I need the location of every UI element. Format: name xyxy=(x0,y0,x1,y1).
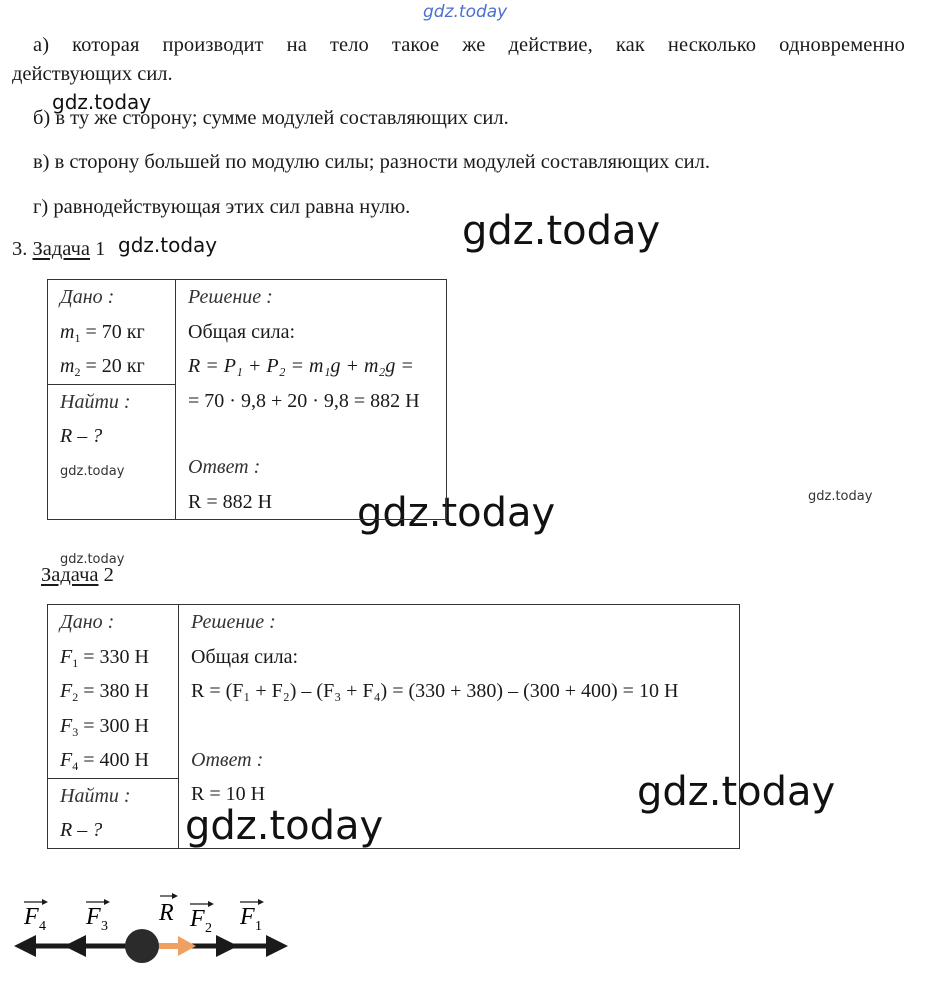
task2-given-label: Дано : xyxy=(60,611,115,633)
label-r xyxy=(158,893,178,926)
task2-heading xyxy=(41,564,114,587)
task2-given-2: $F_2 = 380$ Н xyxy=(60,680,149,704)
label-f2-sub: 2 xyxy=(205,921,212,936)
task2-solution-label: Решение : xyxy=(191,611,276,633)
section-number: 3. xyxy=(12,238,28,260)
task1-find-cell xyxy=(48,384,176,520)
watermark-top: gdz.today xyxy=(423,2,508,22)
task1-given-label: Дано : xyxy=(60,286,115,308)
task2-answer-label: Ответ : xyxy=(191,748,264,771)
task1-given-2: $m_2 = 20$ кг xyxy=(60,355,145,379)
task2-find-label: Найти : xyxy=(60,784,131,807)
label-f3-symbol: F xyxy=(86,904,101,930)
task2-title: Задача xyxy=(41,564,99,586)
task2-given-1: $F_1 = 330$ Н xyxy=(60,645,149,670)
task1-formula-1: R = P₁ + P₂ = m₁g + m₂g = xyxy=(188,355,414,377)
task2-given-3: $F_3 = 300$ Н xyxy=(60,714,149,739)
task1-solution-label: Решение : xyxy=(188,286,273,308)
label-f3 xyxy=(85,899,110,934)
answer-a-line2: действующих сил. xyxy=(12,63,173,85)
label-f4 xyxy=(23,899,48,934)
task2-given-4: $F_4 = 400$ Н xyxy=(60,749,149,773)
watermark-5: gdz.today xyxy=(808,489,873,504)
label-f2-symbol: F xyxy=(190,906,205,932)
task1-given-1: $m_1 = 70$ кг xyxy=(60,320,145,345)
task1-answer-label: Ответ : xyxy=(188,456,261,478)
arrowhead-f2 xyxy=(216,935,238,957)
task1-answer: R = 882 Н xyxy=(188,490,273,513)
answer-b: б) в ту же сторону; сумме модулей составляющих сил. xyxy=(33,107,509,129)
label-f4-symbol: F xyxy=(24,904,39,930)
task1-table xyxy=(47,279,447,520)
body-point xyxy=(125,929,159,963)
watermark-3: gdz.today xyxy=(118,233,218,257)
watermark-9: gdz.today xyxy=(185,803,384,849)
task1-given-cell xyxy=(48,280,176,385)
task1-title: Задача xyxy=(32,238,90,260)
answer-v: в) в сторону большей по модулю силы; разности модулей составляющих сил. xyxy=(33,151,710,173)
watermark-2: gdz.today xyxy=(462,208,661,254)
watermark-1: gdz.today xyxy=(52,90,152,114)
task2-answer: R = 10 Н xyxy=(191,783,266,805)
watermark-4: gdz.today xyxy=(60,464,125,479)
task2-formula: R = (F₁ + F₂) – (F₃ + F₄) = (330 + 380) – (300 + 400) = 10 Н xyxy=(191,680,679,702)
task2-find-cell xyxy=(48,778,179,848)
task1-solution-cell xyxy=(176,280,447,520)
task2-solution-intro: Общая сила: xyxy=(191,645,299,668)
arrowhead-f3 xyxy=(64,935,86,957)
task2-find: R – ? xyxy=(60,819,103,841)
label-f4-sub: 4 xyxy=(39,919,46,934)
watermark-8: gdz.today xyxy=(637,769,836,815)
label-f2 xyxy=(189,901,214,936)
label-r-symbol: R xyxy=(159,900,174,926)
arrowhead-f4 xyxy=(14,935,36,957)
label-f1 xyxy=(239,899,264,934)
task1-heading xyxy=(12,238,105,261)
task1-find: R – ? xyxy=(60,425,103,447)
task2-solution-cell xyxy=(179,605,740,849)
label-f3-sub: 3 xyxy=(101,919,108,934)
watermark-6: gdz.today xyxy=(357,490,556,536)
label-f1-symbol: F xyxy=(240,904,255,930)
force-diagram xyxy=(8,890,308,990)
task2-given-cell xyxy=(48,605,179,779)
task1-formula-2: = 70 · 9,8 + 20 · 9,8 = 882 Н xyxy=(188,389,420,412)
arrowhead-f1 xyxy=(266,935,288,957)
task1-number: 1 xyxy=(95,238,106,260)
task1-find-label: Найти : xyxy=(60,390,131,413)
task1-solution-intro: Общая сила: xyxy=(188,320,296,343)
label-f1-sub: 1 xyxy=(255,919,262,934)
resultant-arrowhead xyxy=(178,936,196,956)
watermark-7: gdz.today xyxy=(60,552,125,567)
answer-g: г) равнодействующая этих сил равна нулю. xyxy=(33,196,411,218)
task2-number: 2 xyxy=(103,564,114,586)
answer-a-line1: а) которая производит на тело такое же действие, как несколько одновременно xyxy=(33,34,905,56)
task2-table xyxy=(47,604,740,849)
